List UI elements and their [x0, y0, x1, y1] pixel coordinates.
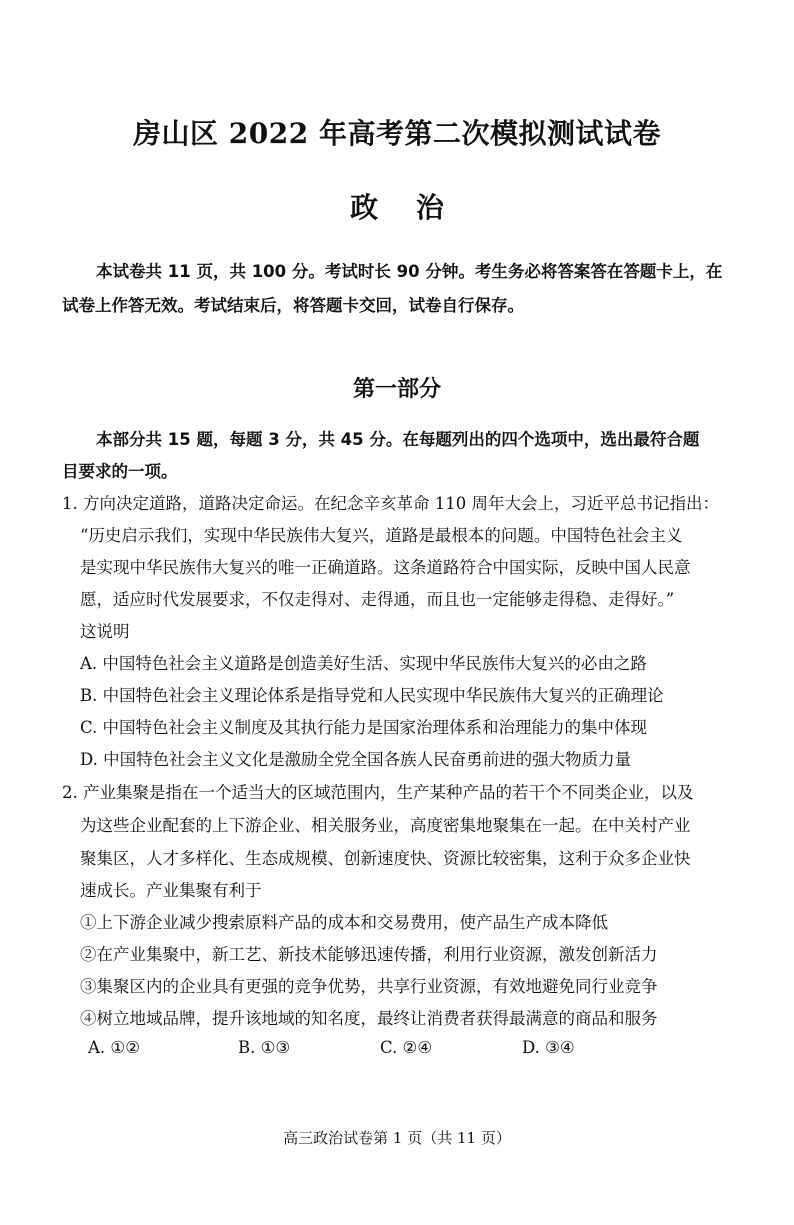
- q1-option-d[interactable]: D. 中国特色社会主义文化是激励全党全国各族人民奋勇前进的强大物质力量: [80, 750, 632, 769]
- q1-stem-line-2: “历史启示我们，实现中华民族伟大复兴，道路是最根本的问题。中国特色社会主义: [80, 526, 683, 545]
- part-intro-line-1: 本部分共 15 题，每题 3 分，共 45 分。在每题列出的四个选项中，选出最符合题: [96, 430, 700, 449]
- instructions-line-2: 试卷上作答无效。考试结束后，将答题卡交回，试卷自行保存。: [62, 296, 524, 315]
- q2-choice-d[interactable]: D. ③④: [522, 1038, 575, 1057]
- part-intro-line-2: 目要求的一项。: [62, 462, 178, 481]
- q2-statement-1: ①上下游企业减少搜索原料产品的成本和交易费用，使产品生产成本降低: [80, 913, 608, 932]
- q1-option-b[interactable]: B. 中国特色社会主义理论体系是指导党和人民实现中华民族伟大复兴的正确理论: [80, 686, 664, 705]
- q2-stem-line-2: 为这些企业配套的上下游企业、相关服务业，高度密集地聚集在一起。在中关村产业: [80, 816, 691, 835]
- q2-stem-line-4: 速成长。产业集聚有利于: [80, 881, 262, 900]
- q2-statement-4: ④树立地域品牌，提升该地域的知名度，最终让消费者获得最满意的商品和服务: [80, 1009, 658, 1028]
- q1-stem-line-1: 1. 方向决定道路，道路决定命运。在纪念辛亥革命 110 周年大会上，习近平总书记指出：: [62, 494, 719, 513]
- q2-choice-b[interactable]: B. ①③: [238, 1038, 291, 1057]
- q1-option-a[interactable]: A. 中国特色社会主义道路是创造美好生活、实现中华民族伟大复兴的必由之路: [80, 654, 647, 673]
- q2-choice-a[interactable]: A. ①②: [88, 1038, 140, 1057]
- q2-stem-line-1: 2. 产业集聚是指在一个适当大的区域范围内，生产某种产品的若干个不同类企业，以及: [62, 783, 694, 802]
- q1-stem-line-5: 这说明: [80, 622, 130, 641]
- instructions-line-1: 本试卷共 11 页，共 100 分。考试时长 90 分钟。考生务必将答案答在答题卡上，在: [96, 262, 723, 281]
- section-title: 第一部分: [352, 376, 441, 402]
- q1-option-c[interactable]: C. 中国特色社会主义制度及其执行能力是国家治理体系和治理能力的集中体现: [80, 718, 648, 737]
- q2-choice-c[interactable]: C. ②④: [380, 1038, 433, 1057]
- page-footer: 高三政治试卷第 1 页（共 11 页）: [283, 1129, 511, 1147]
- subject-title: 政 治: [350, 191, 444, 224]
- q1-stem-line-4: 愿，适应时代发展要求，不仅走得对、走得通，而且也一定能够走得稳、走得好。”: [80, 590, 675, 609]
- q2-statement-2: ②在产业集聚中，新工艺、新技术能够迅速传播，利用行业资源，激发创新活力: [80, 945, 658, 964]
- q2-statement-3: ③集聚区内的企业具有更强的竞争优势，共享行业资源，有效地避免同行业竞争: [80, 977, 658, 996]
- q1-stem-line-3: 是实现中华民族伟大复兴的唯一正确道路。这条道路符合中国实际，反映中国人民意: [80, 558, 691, 577]
- q2-stem-line-3: 聚集区，人才多样化、生态成规模、创新速度快、资源比较密集，这利于众多企业快: [80, 849, 691, 868]
- page-title: 房山区 2022 年高考第二次模拟测试试卷: [133, 117, 661, 150]
